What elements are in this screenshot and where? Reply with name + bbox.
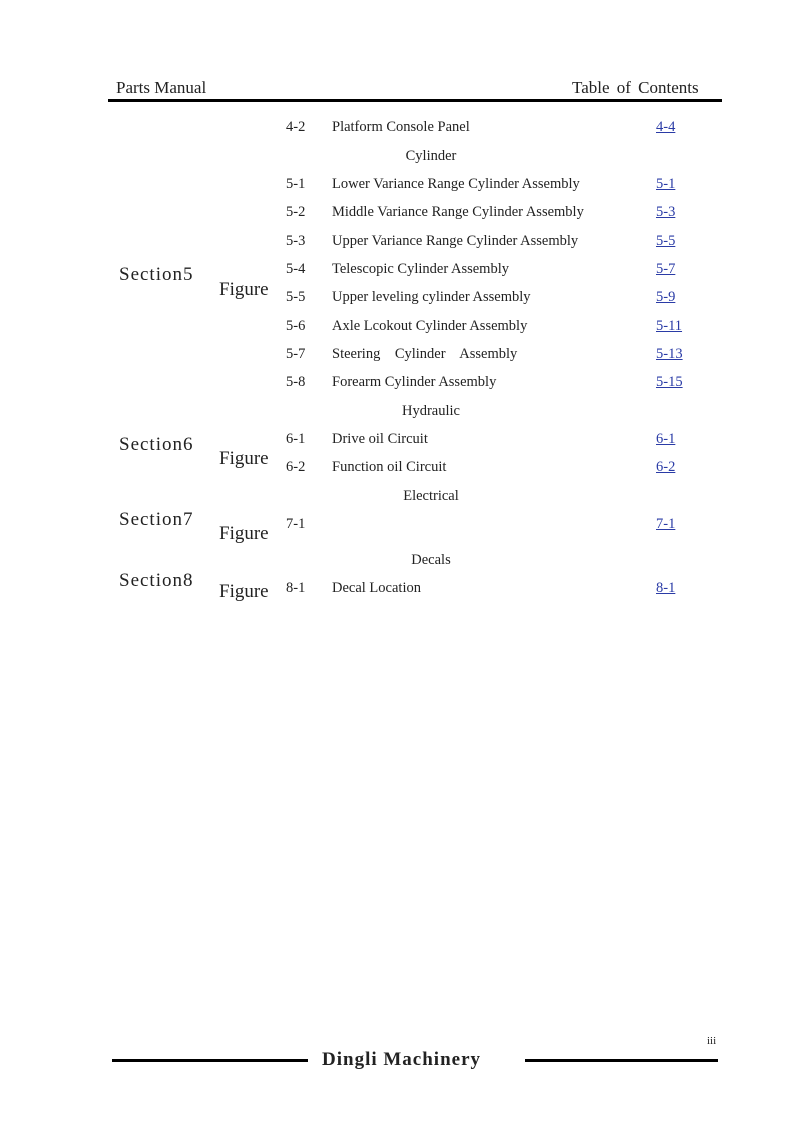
- section-label: Section6: [119, 434, 194, 455]
- entry-number: 6-2: [286, 459, 306, 475]
- entry-number: 4-2: [286, 119, 306, 135]
- entry-title: Drive oil Circuit: [332, 431, 428, 447]
- entry-number: 5-1: [286, 176, 306, 192]
- figure-label: Figure: [219, 581, 269, 602]
- entry-number: 7-1: [286, 516, 306, 532]
- entry-page-link[interactable]: 5-3: [656, 204, 676, 220]
- entry-title: Middle Variance Range Cylinder Assembly: [332, 204, 584, 220]
- entry-title: Upper leveling cylinder Assembly: [332, 289, 531, 305]
- entry-number: 5-3: [286, 233, 306, 249]
- entry-page-link[interactable]: 5-9: [656, 289, 676, 305]
- figure-label: Figure: [219, 448, 269, 469]
- entry-page-link[interactable]: 5-1: [656, 176, 676, 192]
- entry-page-link[interactable]: 5-5: [656, 233, 676, 249]
- entry-page-link[interactable]: 5-13: [656, 346, 683, 362]
- footer-rule-left: [112, 1059, 308, 1062]
- entry-page-link[interactable]: 8-1: [656, 580, 676, 596]
- entry-number: 5-2: [286, 204, 306, 220]
- entry-number: 5-6: [286, 318, 306, 334]
- entry-page-link[interactable]: 5-7: [656, 261, 676, 277]
- header-left-title: Parts Manual: [116, 78, 207, 97]
- entry-title: Forearm Cylinder Assembly: [332, 374, 497, 390]
- entry-number: 5-4: [286, 261, 306, 277]
- entry-title: Upper Variance Range Cylinder Assembly: [332, 233, 579, 249]
- entry-page-link[interactable]: 4-4: [656, 119, 676, 135]
- group-title-cylinder: Cylinder: [405, 148, 457, 164]
- page-number: iii: [707, 1035, 717, 1047]
- entry-number: 8-1: [286, 580, 306, 596]
- entry-title: Function oil Circuit: [332, 459, 447, 475]
- entry-number: 6-1: [286, 431, 306, 447]
- entry-title: Telescopic Cylinder Assembly: [332, 261, 509, 277]
- group-title-electrical: Electrical: [403, 488, 459, 504]
- footer-rule-right: [525, 1059, 718, 1062]
- entry-page-link[interactable]: 6-2: [656, 459, 676, 475]
- entry-title: Lower Variance Range Cylinder Assembly: [332, 176, 580, 192]
- figure-label: Figure: [219, 523, 269, 544]
- entry-page-link[interactable]: 5-11: [656, 318, 683, 334]
- entry-title: Axle Lcokout Cylinder Assembly: [332, 318, 528, 334]
- entry-number: 5-7: [286, 346, 306, 362]
- header-rule: [108, 99, 722, 102]
- entry-title: Decal Location: [332, 580, 421, 596]
- entry-page-link[interactable]: 5-15: [656, 374, 683, 390]
- entry-number: 5-8: [286, 374, 306, 390]
- section-label: Section8: [119, 570, 194, 591]
- entry-number: 5-5: [286, 289, 306, 305]
- group-title-decals: Decals: [411, 552, 451, 568]
- entry-title: Platform Console Panel: [332, 119, 470, 135]
- group-title-hydraulic: Hydraulic: [402, 403, 460, 419]
- figure-label: Figure: [219, 279, 269, 300]
- entry-page-link[interactable]: 7-1: [656, 516, 676, 532]
- entry-title: Steering Cylinder Assembly: [332, 346, 518, 362]
- section-label: Section7: [119, 509, 194, 530]
- footer-company-name: Dingli Machinery: [322, 1049, 482, 1070]
- entry-page-link[interactable]: 6-1: [656, 431, 676, 447]
- section-label: Section5: [119, 264, 194, 285]
- header-right-title: Table of Contents: [572, 78, 699, 97]
